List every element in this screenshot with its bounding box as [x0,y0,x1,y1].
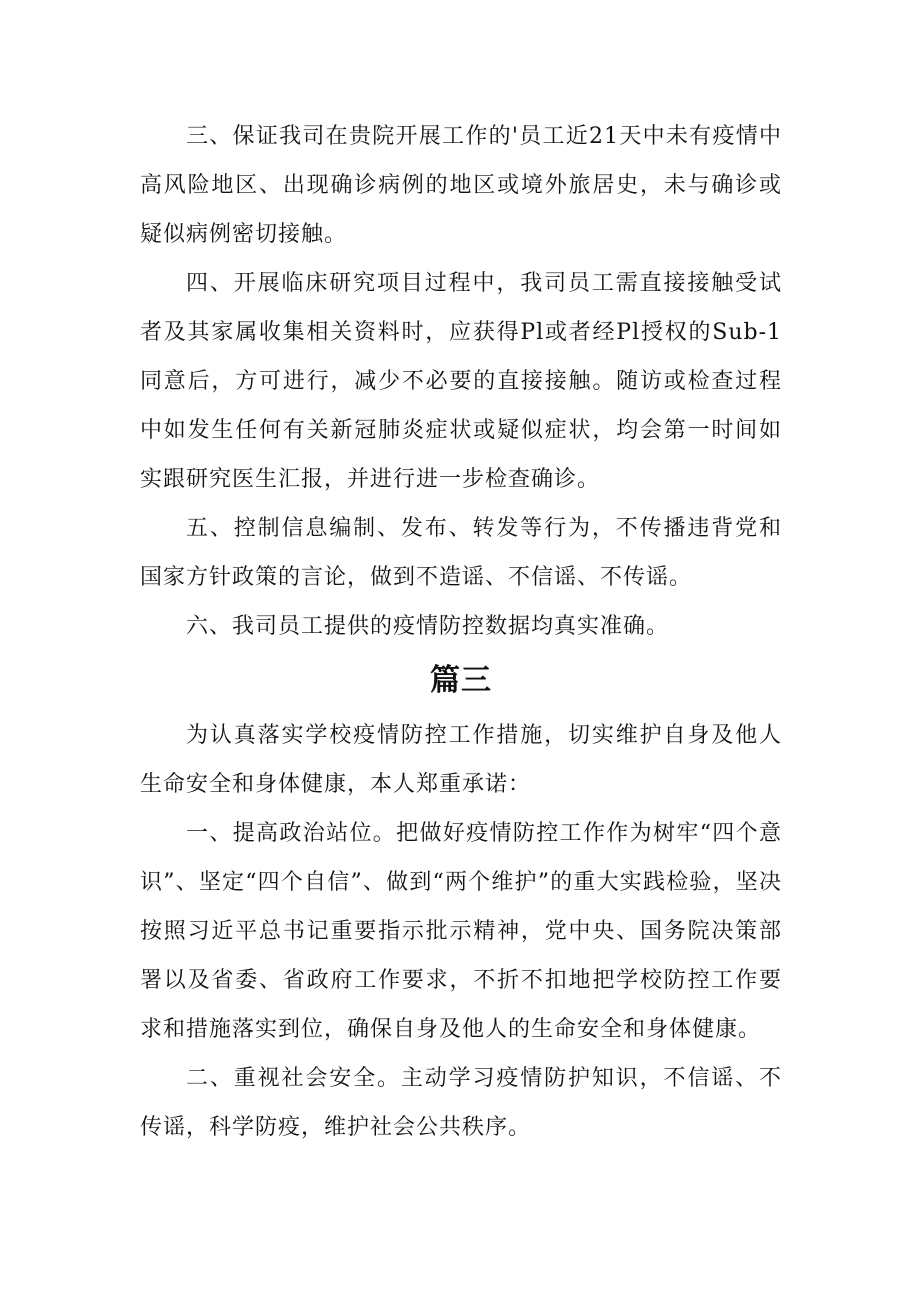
paragraph-item-6: 六、我司员工提供的疫情防控数据均真实准确。 [186,614,670,639]
paragraph-item-1: 一、提高政治站位。把做好疫情防控工作作为树牢“四个意识”、坚定“四个自信”、做到“两个维护”的重大实践检验，坚决按照习近平总书记重要指示批示精神，党中央、国务院决策部署以及省委、省政府工作要求，不折不扣地把学校防控工作要求和措施落实到位，确保自身及他人的生命安全和身体健康。 [140,821,782,1042]
paragraph-item-4: 四、开展临床研究项目过程中，我司员工需直接接触受试者及其家属收集相关资料时，应获得Pl或者经Pl授权的Sub-1同意后，方可进行，减少不必要的直接接触。随访或检查过程中如发生任何有关新冠肺炎症状或疑似症状，均会第一时间如实跟研究医生汇报，并进行进一步检查确诊。 [140,271,782,492]
document-page [140,112,782,1152]
section-heading: 篇三 [430,663,492,698]
paragraph-item-3: 三、保证我司在贵院开展工作的'员工近21天中未有疫情中高风险地区、出现确诊病例的地区或境外旅居史，未与确诊或疑似病例密切接触。 [140,124,782,247]
paragraph-item-2: 二、重视社会安全。主动学习疫情防护知识，不信谣、不传谣，科学防疫，维护社会公共秩序。 [140,1066,782,1140]
paragraph-item-5: 五、控制信息编制、发布、转发等行为，不传播违背党和国家方针政策的言论，做到不造谣、不信谣、不传谣。 [140,516,782,590]
section-intro: 为认真落实学校疫情防控工作措施，切实维护自身及他人生命安全和身体健康，本人郑重承诺： [140,723,782,797]
